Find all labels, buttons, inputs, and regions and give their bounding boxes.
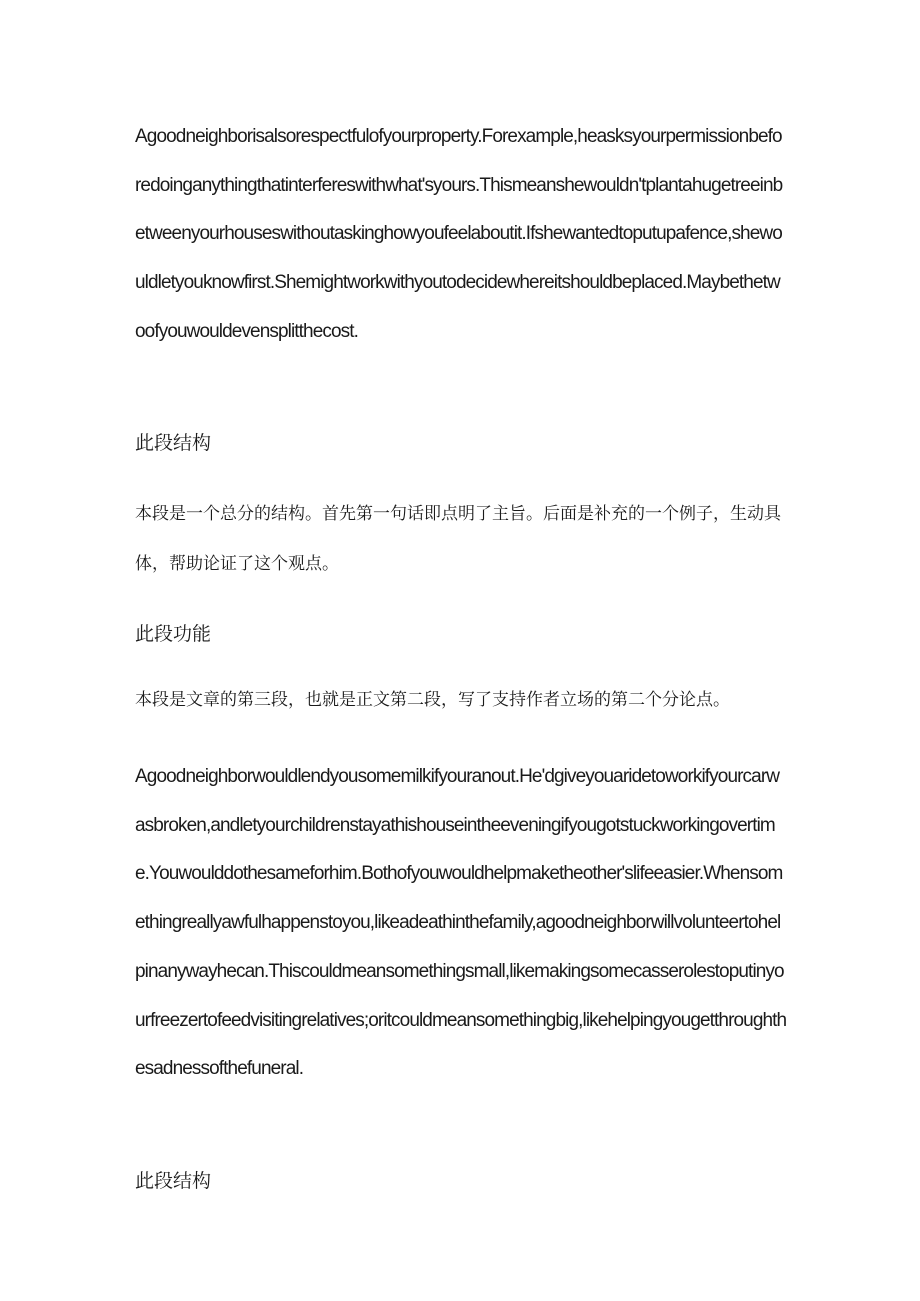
section-heading-structure: 此段结构 [135,432,212,454]
function-analysis-text: 本段是文章的第三段，也就是正文第二段，写了支持作者立场的第二个分论点。 [135,690,730,710]
section-heading-function: 此段功能 [135,623,212,645]
structure-analysis-text: 本段是一个总分的结构。首先第一句话即点明了主旨。后面是补充的一个例子，生动具体，帮助论证了这个观点。 [135,504,781,574]
section-heading-structure-2: 此段结构 [135,1170,212,1192]
english-paragraph-helpfulness: Agoodneighborwouldlendyousomemilkifyouranout.He'dgiveyouaridetoworkifyourcarwasbroken,andletyourchildrenstayathishouseintheeveningifyougotstuckworkingovertime.Youwoulddothesameforhim.Bothofyouwouldhelpmaketheother'slifeeasier.Whensomethingreallyawfulhappenstoyou,likeadeathinthefamily,agoodneighborwillvolunteertohelpinanywayhecan.Thiscouldmeansomethingsmall,likemakingsomecasserolestoputinyourfreezertofeedvisitingrelatives;oritcouldmeansomethingbig,likehelpingyougetthroughthesadnessofthefuneral. [135,766,787,1080]
english-paragraph-property: Agoodneighborisalsorespectfulofyourproperty.Forexample,heasksyourpermissionbeforedoinganythingthatinterfereswithwhat'syours.Thismeanshewouldn'tplantahugetreeinbetweenyourhouseswithoutaskinghowyoufeelaboutit.Ifshewantedtoputupafence,shewouldletyouknowfirst.Shemightworkwithyoutodecidewhereitshouldbeplaced.Maybethetwoofyouwouldevensplitthecost. [135,126,783,342]
